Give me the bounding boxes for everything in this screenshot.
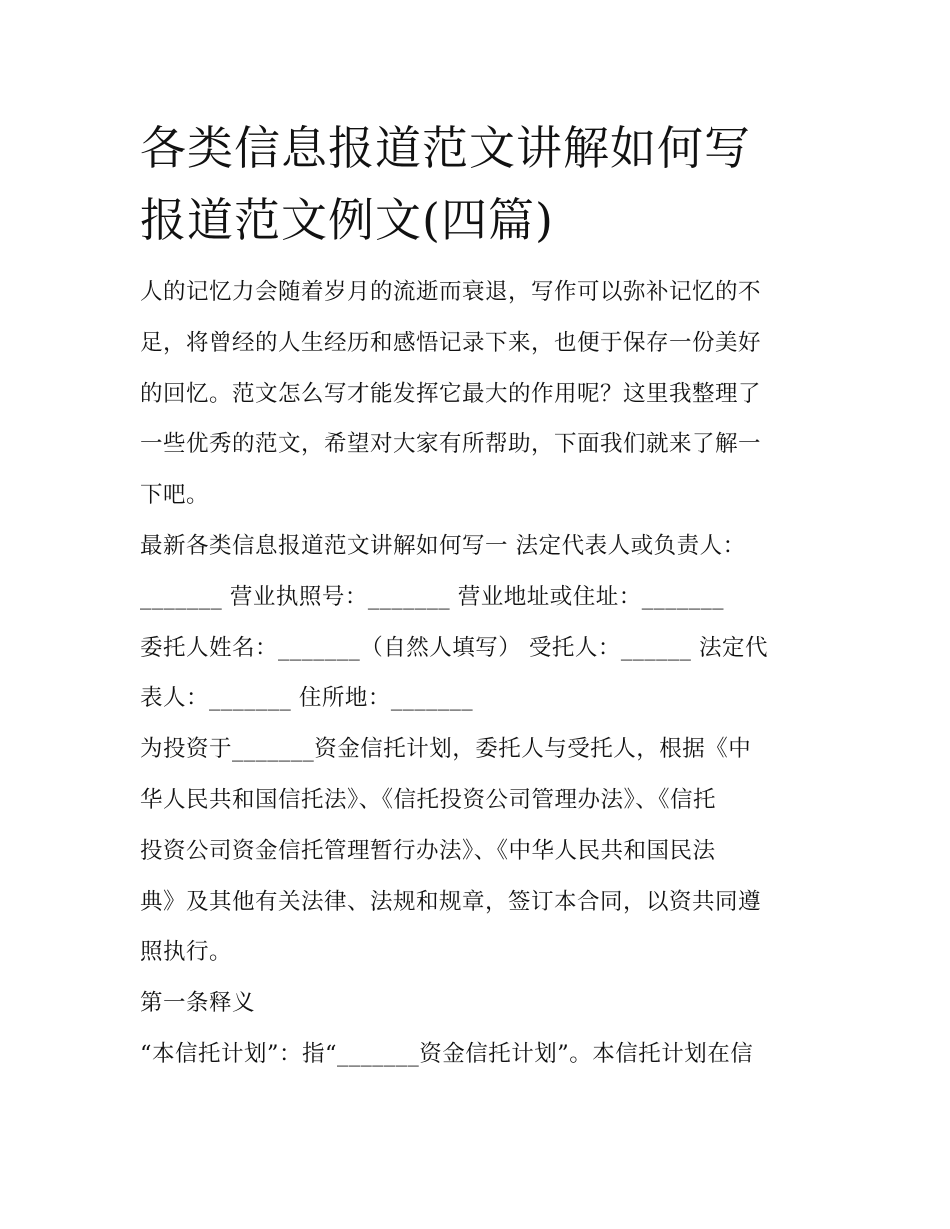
form-field-line: 表人：_______ 住所地：_______ bbox=[140, 685, 474, 712]
document-body bbox=[140, 267, 812, 1080]
intro-line: 人的记忆力会随着岁月的流逝而衰退，写作可以弥补记忆的不 bbox=[140, 279, 762, 305]
form-field-line: _______ 营业执照号：_______ 营业地址或住址：_______ bbox=[140, 583, 725, 610]
title-line: 报道范文例文(四篇) bbox=[140, 193, 554, 247]
document-content bbox=[140, 112, 812, 1080]
definition-line: “本信托计划”：指“_______资金信托计划”。本信托计划在信 bbox=[140, 1040, 754, 1067]
document-title bbox=[140, 112, 812, 256]
title-line: 各类信息报道范文讲解如何写 bbox=[140, 121, 751, 175]
contract-line: 为投资于_______资金信托计划，委托人与受托人，根据《中 bbox=[140, 736, 752, 763]
intro-line: 足，将曾经的人生经历和感悟记录下来，也便于保存一份美好 bbox=[140, 329, 762, 356]
intro-line: 的回忆。范文怎么写才能发挥它最大的作用呢？这里我整理了 bbox=[140, 380, 762, 407]
intro-line: 一些优秀的范文，希望对大家有所帮助，下面我们就来了解一 bbox=[140, 431, 762, 458]
contract-line: 典》及其他有关法律、法规和规章，签订本合同，以资共同遵 bbox=[140, 888, 762, 915]
article-heading: 第一条释义 bbox=[140, 990, 256, 1017]
contract-line: 投资公司资金信托管理暂行办法》、《中华人民共和国民法 bbox=[140, 837, 716, 864]
contract-line: 华人民共和国信托法》、《信托投资公司管理办法》、《信托 bbox=[140, 786, 717, 813]
form-field-line: 委托人姓名：_______（自然人填写） 受托人：______ 法定代 bbox=[140, 634, 769, 661]
intro-line: 下吧。 bbox=[140, 482, 210, 509]
section-heading-line: 最新各类信息报道范文讲解如何写一 法定代表人或负责人： bbox=[140, 532, 746, 559]
contract-line: 照执行。 bbox=[140, 939, 233, 966]
